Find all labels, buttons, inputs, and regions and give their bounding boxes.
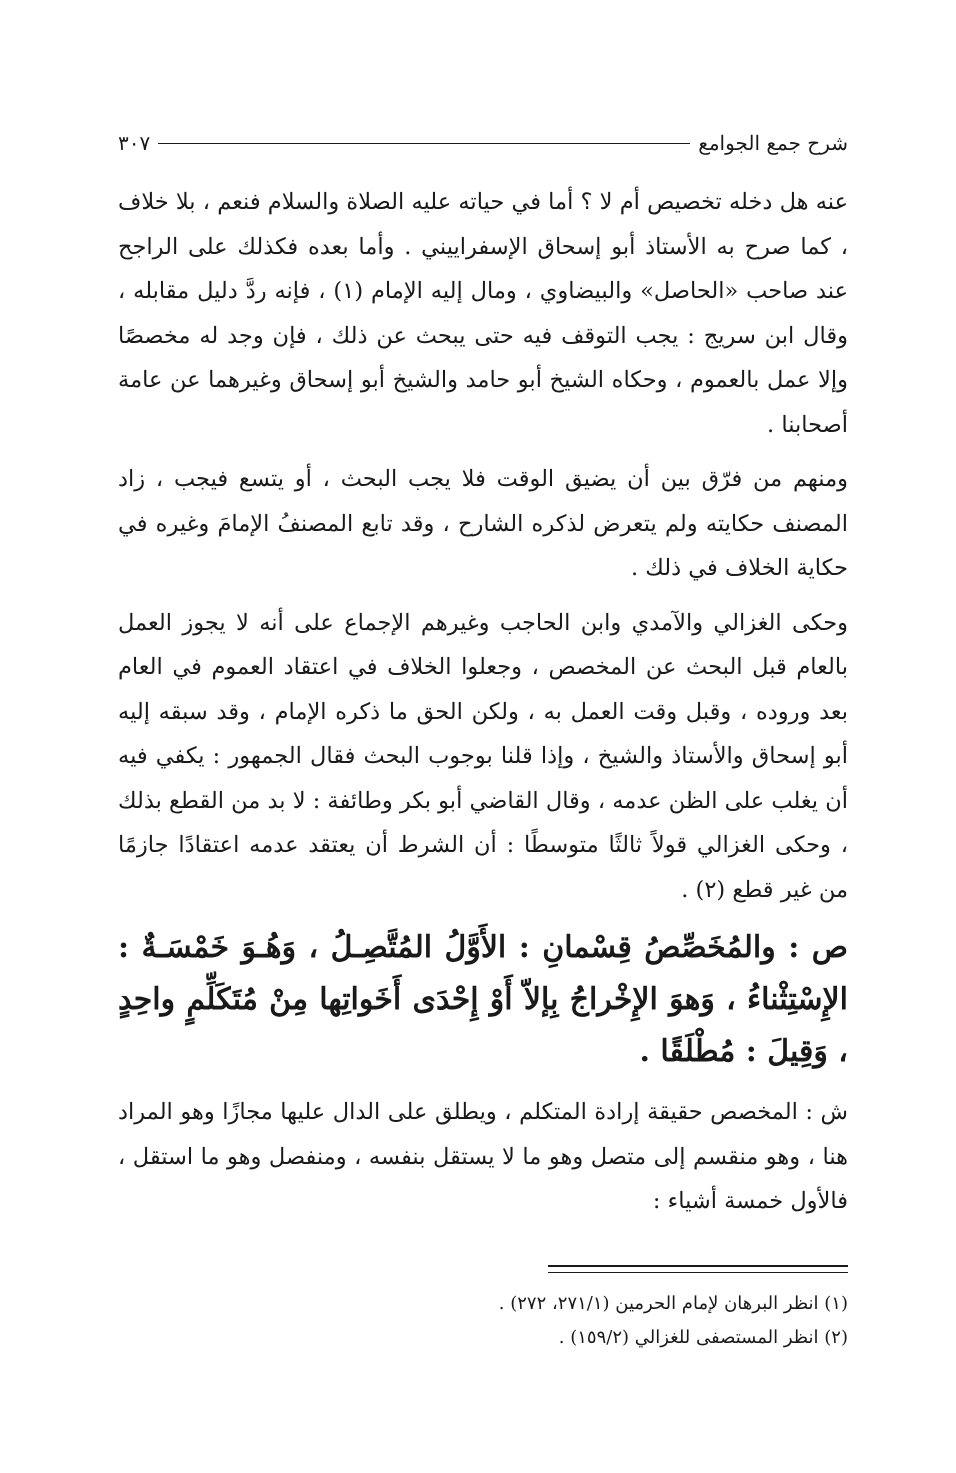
header-rule [158, 143, 690, 144]
header-title: شرح جمع الجوامع [698, 131, 848, 155]
footnote-2: (٢) انظر المستصفى للغزالي (١٥٩/٢) . [558, 1327, 848, 1348]
body-text [118, 180, 848, 1224]
page-number: ٣٠٧ [118, 131, 151, 155]
footnote-separator [548, 1265, 848, 1273]
page [118, 120, 848, 1348]
running-header [118, 120, 848, 166]
sharh-text: ش : المخصص حقيقة إرادة المتكلم ، ويطلق على الدال عليها مجازًا وهو المراد هنا ، وهو منقسم إلى متصل وهو ما لا يستقل بنفسه ، ومنفصل وهو ما استقل ، فالأول خمسة أشياء : [118, 1099, 848, 1214]
footnotes [118, 1287, 848, 1355]
paragraph-2: ومنهم من فرّق بين أن يضيق الوقت فلا يجب البحث ، أو يتسع فيجب ، زاد المصنف حكايته ولم يتعرض لذكره الشارح ، وقد تابع المصنفُ الإمامَ وغيره في حكاية الخلاف في ذلك . [118, 466, 848, 581]
footnote-1: (١) انظر البرهان لإمام الحرمين (٢٧١/١، ٢٧٢) . [498, 1293, 848, 1314]
paragraph-3: وحكى الغزالي والآمدي وابن الحاجب وغيرهم الإجماع على أنه لا يجوز العمل بالعام قبل البحث عن المخصص ، وجعلوا الخلاف في اعتقاد العموم في العام بعد وروده ، وقبل وقت العمل به ، ولكن الحق ما ذكره الإمام ، وقد سبقه إليه أبو إسحاق والأستاذ والشيخ ، وإذا قلنا بوجوب البحث فقال الجمهور : يكفي فيه أن يغلب على الظن عدمه ، وقال القاضي أبو بكر وطائفة : لا بد من القطع بذلك ، وحكى الغزالي قولاً ثالثًا متوسطًا : أن الشرط أن يعتقد عدمه اعتقادًا جازمًا من غير قطع (٢) . [118, 609, 848, 903]
matn-text: ص : والمُخَصِّصُ قِسْمانِ : الأَوَّلُ المُتَّصِـلُ ، وَهُـوَ خَمْسَـةٌ : الإِسْتِثْناءُ ، وَهوَ الإِخْراجُ بِإلاّ أَوْ إِحْدَى أَخَواتِها مِنْ مُتَكَلِّمٍ واحِدٍ ، وَقِيلَ : مُطْلَقًا . [118, 930, 848, 1069]
paragraph-1: عنه هل دخله تخصيص أم لا ؟ أما في حياته عليه الصلاة والسلام فنعم ، بلا خلاف ، كما صرح به الأستاذ أبو إسحاق الإسفراييني . وأما بعده فكذلك على الراجح عند صاحب «الحاصل» والبيضاوي ، ومال إليه الإمام (١) ، فإنه ردَّ دليل مقابله ، وقال ابن سريج : يجب التوقف فيه حتى يبحث عن ذلك ، فإن وجد له مخصصًا وإلا عمل بالعموم ، وحكاه الشيخ أبو حامد والشيخ أبو إسحاق وغيرهما عن عامة أصحابنا . [118, 189, 848, 438]
